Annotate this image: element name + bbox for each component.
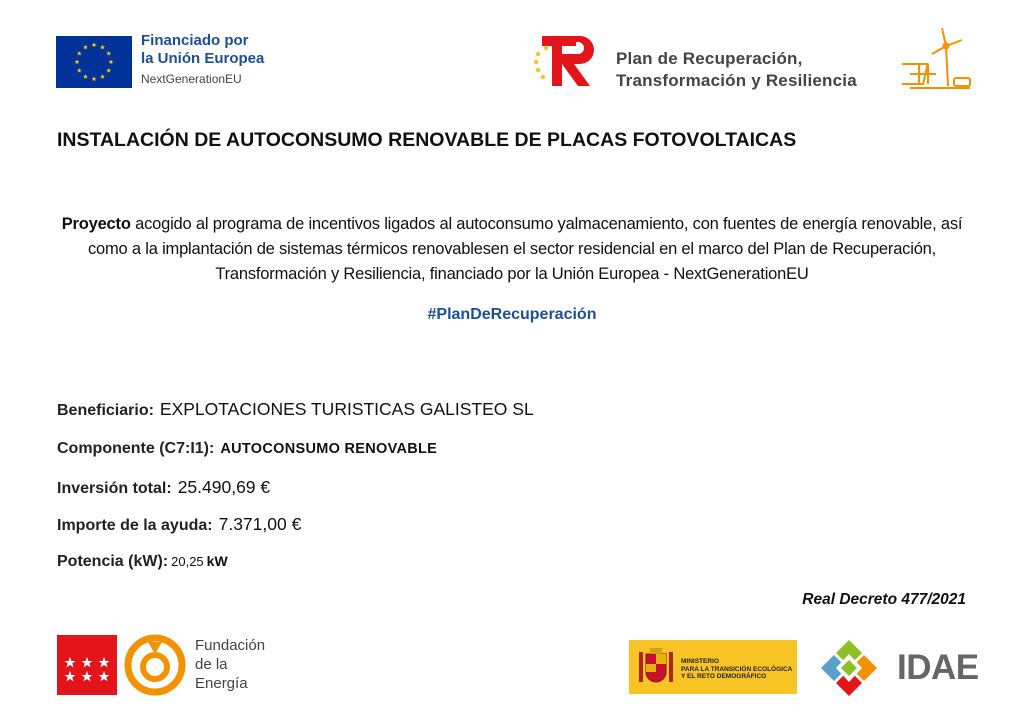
eu-flag-icon (56, 36, 132, 88)
importe-value: 7.371,00 € (218, 514, 302, 534)
prtr-line-1: Plan de Recuperación, (616, 49, 803, 68)
field-importe (57, 514, 301, 535)
eu-star (92, 76, 97, 81)
prtr-line-2: Transformación y Resiliencia (616, 71, 857, 90)
beneficiario-label: Beneficiario: (57, 402, 154, 419)
importe-label: Importe de la ayuda: (57, 517, 213, 534)
componente-value: AUTOCONSUMO RENOVABLE (220, 441, 438, 457)
field-componente (57, 440, 437, 458)
eu-star (100, 74, 105, 79)
fundacion-line-2: de la (195, 656, 228, 673)
ministerio-line-3: Y EL RETO DEMOGRÁFICO (681, 673, 767, 680)
componente-label: Componente (C7:I1): (57, 440, 215, 457)
eu-star (106, 68, 111, 73)
eu-funding-label (141, 32, 264, 88)
potencia-label: Potencia (kW): (57, 553, 169, 570)
beneficiario-value: EXPLOTACIONES TURISTICAS GALISTEO SL (159, 399, 534, 419)
potencia-value: 20,25 (171, 554, 204, 569)
eu-star (77, 51, 82, 56)
eu-star (83, 74, 88, 79)
prtr-logo-icon (532, 32, 602, 90)
eu-line-2: la Unión Europea (141, 50, 265, 67)
madrid-flag-icon (57, 635, 117, 695)
fundacion-energia-logo-icon (124, 634, 186, 696)
inversion-label: Inversión total: (57, 480, 172, 497)
eu-line-1: Financiado por (141, 32, 249, 49)
decree-reference: Real Decreto 477/2021 (802, 591, 966, 608)
eu-line-3: NextGenerationEU (141, 72, 242, 86)
eu-star (77, 68, 82, 73)
prtr-label (616, 48, 857, 92)
fundacion-label (195, 636, 265, 693)
fundacion-line-1: Fundación (195, 637, 266, 654)
potencia-unit: kW (206, 553, 228, 569)
project-description (40, 212, 984, 287)
ministerio-line-1: MINISTERIO (681, 658, 719, 665)
hashtag: #PlanDeRecuperación (427, 306, 597, 323)
description-lead: Proyecto (61, 215, 131, 233)
eu-star (106, 51, 111, 56)
idae-logo-icon (810, 638, 888, 698)
page-title: INSTALACIÓN DE AUTOCONSUMO RENOVABLE DE PLACAS FOTOVOLTAICAS (57, 129, 797, 151)
ministerio-line-2: PARA LA TRANSICIÓN ECOLÓGICA (681, 665, 793, 673)
idae-label: IDAE (897, 648, 979, 687)
description-body: acogido al programa de incentivos ligados al autoconsumo yalmacenamiento, con fuentes de energía renovable, así como a la implantación de sistemas térmicos renovablesen el sector residencial en el marco del Plan de Recuperación, Transformación y Resiliencia, financiado por la Unión Europea - NextGenerationEU (87, 215, 963, 283)
eu-star (109, 59, 114, 64)
eu-star (83, 45, 88, 50)
eu-star (75, 59, 80, 64)
ministerio-logo (629, 640, 797, 694)
field-potencia (57, 553, 228, 571)
ministerio-label (681, 658, 792, 681)
field-beneficiario (57, 399, 534, 420)
spain-coat-of-arms-icon (637, 646, 675, 688)
inversion-value: 25.490,69 € (177, 477, 271, 497)
eu-star (100, 45, 105, 50)
field-inversion (57, 477, 270, 498)
eu-star (92, 42, 97, 47)
renewable-energy-icon (902, 24, 976, 94)
fundacion-line-3: Energía (195, 675, 248, 692)
